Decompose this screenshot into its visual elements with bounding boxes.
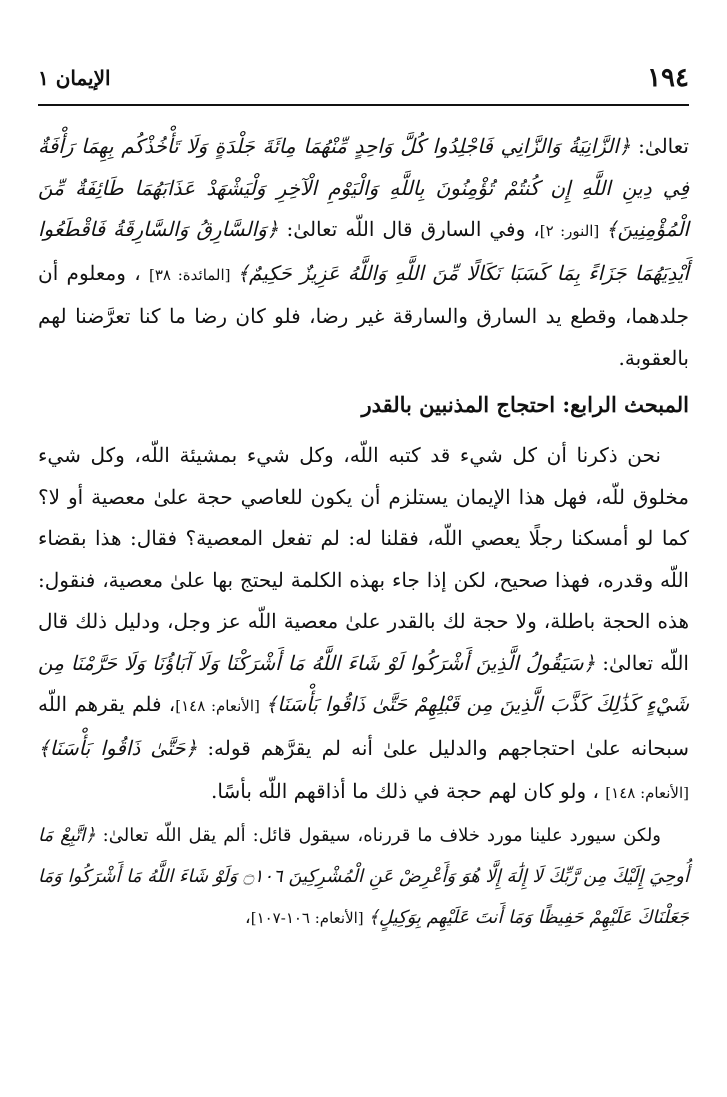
- quran-quote: ﴿اتَّبِعْ مَا أُوحِيَ إِلَيْكَ مِن رَّبِّكَ لَا إِلَٰهَ إِلَّا هُوَ وَأَعْرِضْ عَنِ الْمُشْرِكِينَ ۝١٠٦ وَلَوْ شَاءَ اللَّهُ مَا أَشْرَكُوا وَمَا جَعَلْنَاكَ عَلَيْهِمْ حَفِيظًا وَمَا أَنتَ عَلَيْهِم بِوَكِيلٍ﴾: [38, 824, 689, 928]
- paragraph-text: نحن ذكرنا أن كل شيء قد كتبه اللّه، وكل شيء بمشيئة اللّه، وكل شيء مخلوق للّه، فهل هذا الإيمان يستلزم أن يكون للعاصي حجة علىٰ معصية أو لا؟ كما لو أمسكنا رجلًا يعصي اللّه، فقلنا له: لم تفعل المعصية؟ فقال: هذا بقضاء اللّه وقدره، فهذا صحيح، لكن إذا جاء بهذه الكلمة ليحتج بها علىٰ معصية، فنقول: هذه الحجة باطلة، ولا حجة لك بالقدر علىٰ معصية اللّه عز وجل، ودليل ذلك قال اللّه تعالىٰ:: [38, 443, 689, 675]
- paragraph-text: ، ولو كان لهم حجة في ذلك ما أذاقهم اللّه بأسًا.: [211, 779, 606, 803]
- paragraph-text: ، وفي السارق قال اللّه تعالىٰ:: [278, 217, 540, 241]
- verse-reference: [الأنعام: ١٤٨]: [605, 784, 689, 802]
- paragraph-punishments: [38, 126, 689, 379]
- page-number: ١٩٤: [647, 63, 689, 93]
- verse-reference: [النور: ٢]: [539, 222, 606, 240]
- paragraph-text: ،: [244, 906, 251, 928]
- section-heading: المبحث الرابع: احتجاج المذنبين بالقدر: [361, 392, 689, 417]
- verse-reference: [الأنعام: ١٠٦-١٠٧]: [250, 908, 369, 927]
- page-body: [38, 126, 689, 939]
- quran-quote: ﴿سَيَقُولُ الَّذِينَ أَشْرَكُوا لَوْ شَاءَ اللَّهُ مَا أَشْرَكْنَا وَلَا آبَاؤُنَا وَلَا حَرَّمْنَا مِن شَيْءٍ كَذَٰلِكَ كَذَّبَ الَّذِينَ مِن قَبْلِهِمْ حَتَّىٰ ذَاقُوا بَأْسَنَا﴾: [38, 650, 689, 716]
- header-divider: [38, 104, 689, 106]
- quran-quote: ﴿حَتَّىٰ ذَاقُوا بَأْسَنَا﴾: [38, 735, 198, 760]
- page-header: [38, 58, 689, 98]
- verse-reference: [المائدة: ٣٨]: [149, 265, 238, 284]
- paragraph-text: ، فلم يقرهم اللّه سبحانه علىٰ احتجاجهم والدليل علىٰ أنه لم يقرَّهم قوله:: [38, 692, 689, 760]
- paragraph-objection: [38, 815, 689, 939]
- paragraph-text: تعالىٰ:: [630, 134, 689, 158]
- paragraph-text: ، ومعلوم أن جلدهما، وقطع يد السارق والسارقة غير رضا، فلو كان رضا ما كنا تعرَّضنا لهم بالعقوبة.: [38, 260, 689, 370]
- paragraph-text: ولكن سيورد علينا مورد خلاف ما قررناه، سيقول قائل: ألم يقل اللّه تعالىٰ:: [95, 824, 661, 846]
- quran-quote: ﴿وَالسَّارِقُ وَالسَّارِقَةُ فَاقْطَعُوا أَيْدِيَهُمَا جَزَاءً بِمَا كَسَبَا نَكَالًا مِّنَ اللَّهِ وَاللَّهُ عَزِيزٌ حَكِيمٌ﴾: [38, 217, 689, 285]
- quran-quote: ﴿الزَّانِيَةُ وَالزَّانِي فَاجْلِدُوا كُلَّ وَاحِدٍ مِّنْهُمَا مِائَةَ جَلْدَةٍ وَلَا تَأْخُذْكُم بِهِمَا رَأْفَةٌ فِي دِينِ اللَّهِ إِن كُنتُمْ تُؤْمِنُونَ بِاللَّهِ وَالْيَوْمِ الْآخِرِ وَلْيَشْهَدْ عَذَابَهُمَا طَائِفَةٌ مِّنَ الْمُؤْمِنِينَ﴾: [38, 134, 689, 241]
- paragraph-qadar: [38, 435, 689, 815]
- running-title: الإيمان ١: [38, 66, 111, 90]
- verse-reference: [الأنعام: ١٤٨]: [175, 697, 266, 715]
